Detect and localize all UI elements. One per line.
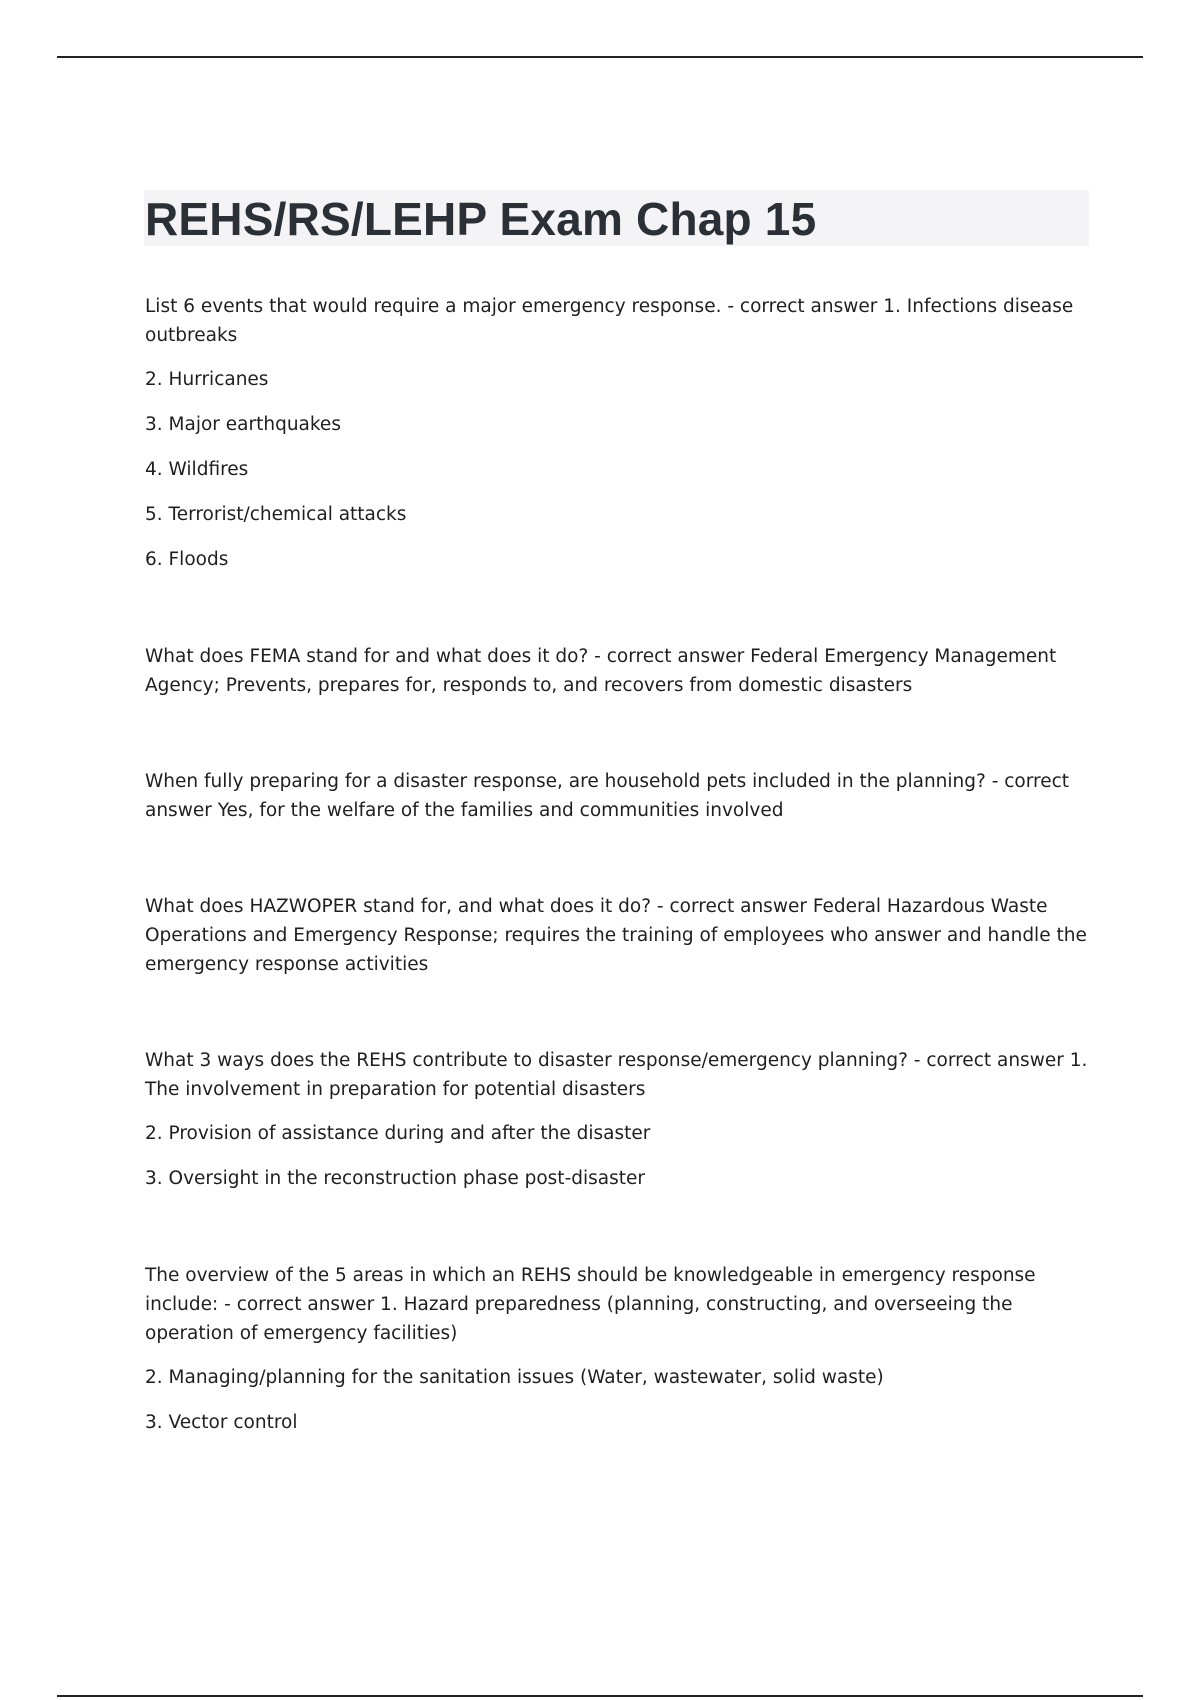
question-text: What does HAZWOPER stand for, and what does it do? - correct answer Federal Hazardous Waste Operations and Emergency Response; requires the training of employees who answer and handle the emergency response activities	[145, 896, 1087, 975]
question-text: List 6 events that would require a major emergency response. - correct answer 1. Infections disease outbreaks	[145, 296, 1074, 346]
list-item: 3. Major earthquakes	[145, 414, 341, 435]
page-top-rule	[57, 56, 1143, 58]
qa-block-4	[145, 892, 1095, 979]
list-item: 4. Wildfires	[145, 459, 249, 480]
question-text: What 3 ways does the REHS contribute to disaster response/emergency planning? - correct answer 1. The involvement in preparation for potential disasters	[145, 1050, 1088, 1100]
document-body	[145, 292, 1095, 1453]
list-item: 5. Terrorist/chemical attacks	[145, 504, 407, 525]
list-item: 2. Hurricanes	[145, 369, 269, 390]
question-text: What does FEMA stand for and what does it do? - correct answer Federal Emergency Management Agency; Prevents, prepares for, responds to, and recovers from domestic disasters	[145, 646, 1057, 696]
list-item: 3. Vector control	[145, 1412, 298, 1433]
qa-block-1	[145, 292, 1095, 574]
list-item: 3. Oversight in the reconstruction phase post-disaster	[145, 1168, 645, 1189]
page-title: REHS/RS/LEHP Exam Chap 15	[145, 193, 817, 245]
qa-block-6	[145, 1261, 1095, 1437]
qa-block-5	[145, 1046, 1095, 1193]
question-text: The overview of the 5 areas in which an REHS should be knowledgeable in emergency response include: - correct answer 1. Hazard preparedness (planning, constructing, and overseeing the operation of emergency facilities)	[145, 1265, 1036, 1344]
qa-block-3	[145, 767, 1095, 825]
list-item: 2. Managing/planning for the sanitation issues (Water, wastewater, solid waste)	[145, 1367, 884, 1388]
list-item: 2. Provision of assistance during and after the disaster	[145, 1123, 651, 1144]
question-text: When fully preparing for a disaster response, are household pets included in the planning? - correct answer Yes, for the welfare of the families and communities involved	[145, 771, 1070, 821]
qa-block-2	[145, 642, 1095, 700]
list-item: 6. Floods	[145, 549, 229, 570]
page-bottom-rule	[57, 1695, 1143, 1697]
